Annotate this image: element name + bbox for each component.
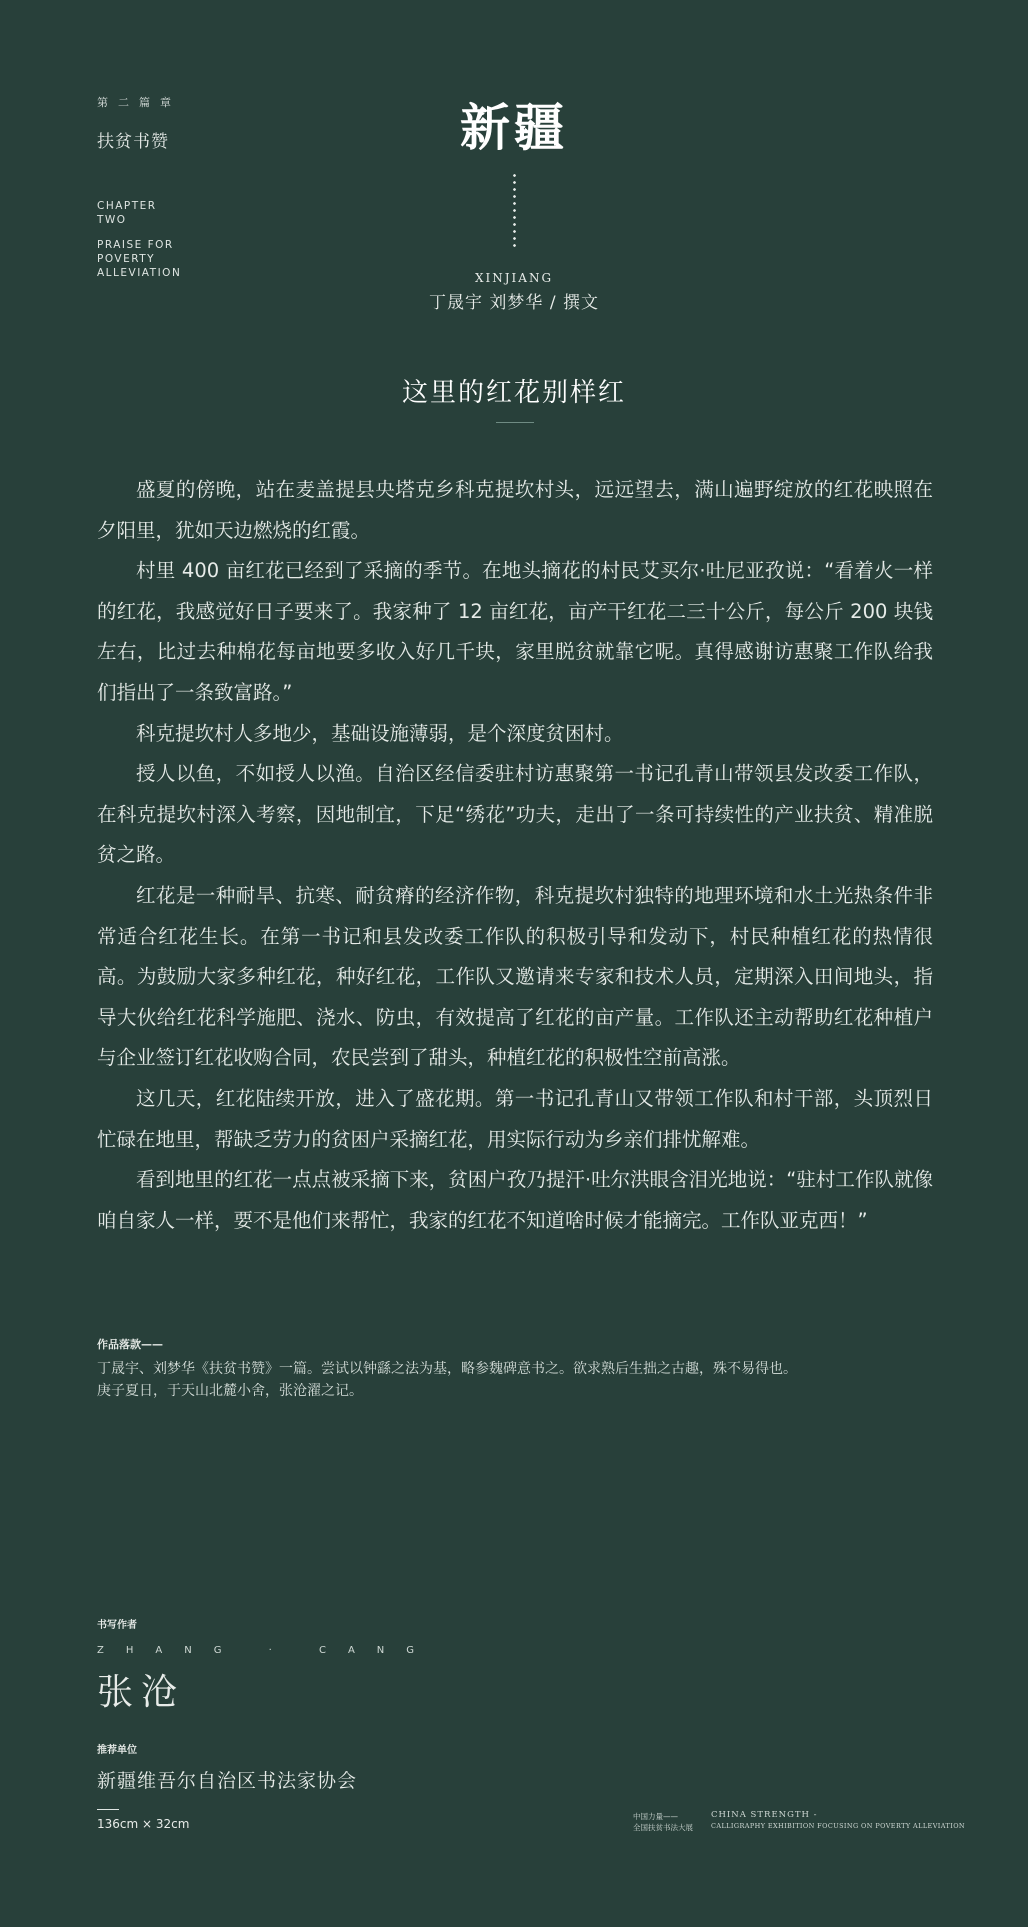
chapter-title: 扶贫书赞 bbox=[97, 132, 169, 152]
writer-name: 张沧 bbox=[97, 1672, 186, 1713]
org-name: 新疆维吾尔自治区书法家协会 bbox=[97, 1770, 358, 1792]
region-en: XINJIANG bbox=[474, 271, 554, 285]
dotted-divider bbox=[513, 172, 516, 248]
credit-label: 作品落款—— bbox=[97, 1338, 163, 1351]
theme-en-line: POVERTY bbox=[97, 253, 156, 265]
size-divider bbox=[97, 1809, 119, 1810]
footer-cn-line: 全国扶贫书法大展 bbox=[633, 1823, 693, 1832]
paragraph: 科克提坎村人多地少，基础设施薄弱，是个深度贫困村。 bbox=[136, 721, 624, 745]
theme-en-line: PRAISE FOR bbox=[97, 239, 174, 251]
paragraph: 盛夏的傍晚，站在麦盖提县央塔克乡科克提坎村头，远远望去，满山遍野绽放的红花映照在夕阳里，犹如天边燃烧的红霞。 bbox=[97, 478, 933, 542]
paragraph: 村里 400 亩红花已经到了采摘的季节。在地头摘花的村民艾买尔·吐尼亚孜说：“看着火一样的红花，我感觉好日子要来了。我家种了 12 亩红花，亩产干红花二三十公斤，每公斤 200 块钱左右，比过去种棉花每亩地要多收入好几千块，家里脱贫就靠它呢。真得感谢访惠聚工作队给我们指出了一条致富路。” bbox=[97, 559, 933, 704]
chapter-en-line: CHAPTER bbox=[97, 200, 157, 212]
chapter-en bbox=[97, 199, 237, 227]
artwork-size: 136cm × 32cm bbox=[97, 1817, 190, 1831]
credit-line: 庚子夏日，于天山北麓小舍，张沧濯之记。 bbox=[97, 1383, 363, 1399]
org-label: 推荐单位 bbox=[97, 1745, 137, 1756]
credit-text bbox=[97, 1358, 957, 1402]
chapter-en-line: TWO bbox=[97, 214, 127, 226]
paragraph: 看到地里的红花一点点被采摘下来，贫困户孜乃提汗·吐尔洪眼含泪光地说：“驻村工作队就像咱自家人一样，要不是他们来帮忙，我家的红花不知道啥时候才能摘完。工作队亚克西！” bbox=[97, 1168, 933, 1232]
title-divider bbox=[496, 422, 534, 423]
paragraph: 授人以鱼，不如授人以渔。自治区经信委驻村访惠聚第一书记孔青山带领县发改委工作队，在科克提坎村深入考察，因地制宜，下足“绣花”功夫，走出了一条可持续性的产业扶贫、精准脱贫之路。 bbox=[97, 762, 933, 867]
footer-en-line: CHINA STRENGTH - bbox=[711, 1810, 818, 1820]
article-authors: 丁晟宇 刘梦华 / 撰文 bbox=[429, 293, 599, 313]
footer-en-line: CALLIGRAPHY EXHIBITION FOCUSING ON POVERTY ALLEVIATION bbox=[711, 1822, 966, 1830]
article-title: 这里的红花别样红 bbox=[401, 378, 626, 408]
article-body bbox=[97, 470, 933, 1241]
credit-line: 丁晟宇、刘梦华《扶贫书赞》一篇。尝试以钟繇之法为基，略参魏碑意书之。欲求熟后生拙之古趣，殊不易得也。 bbox=[97, 1361, 797, 1377]
chapter-number: 第二篇章 bbox=[97, 96, 181, 109]
paragraph: 红花是一种耐旱、抗寒、耐贫瘠的经济作物，科克提坎村独特的地理环境和水土光热条件非常适合红花生长。在第一书记和县发改委工作队的积极引导和发动下，村民种植红花的热情很高。为鼓励大家多种红花，种好红花，工作队又邀请来专家和技术人员，定期深入田间地头，指导大伙给红花科学施肥、浇水、防虫，有效提高了红花的亩产量。工作队还主动帮助红花种植户与企业签订红花收购合同，农民尝到了甜头，种植红花的积极性空前高涨。 bbox=[97, 883, 933, 1070]
writer-label: 书写作者 bbox=[97, 1620, 137, 1631]
theme-en-line: ALLEVIATION bbox=[97, 267, 182, 279]
region-title: 新疆 bbox=[460, 98, 568, 157]
writer-name-en: ZHANG · CANG bbox=[97, 1645, 437, 1656]
paragraph: 这几天，红花陆续开放，进入了盛花期。第一书记孔青山又带领工作队和村干部，头顶烈日忙碌在地里，帮缺乏劳力的贫困户采摘红花，用实际行动为乡亲们排忧解难。 bbox=[97, 1086, 933, 1151]
footer-cn-line: 中国力量—— bbox=[633, 1812, 678, 1821]
